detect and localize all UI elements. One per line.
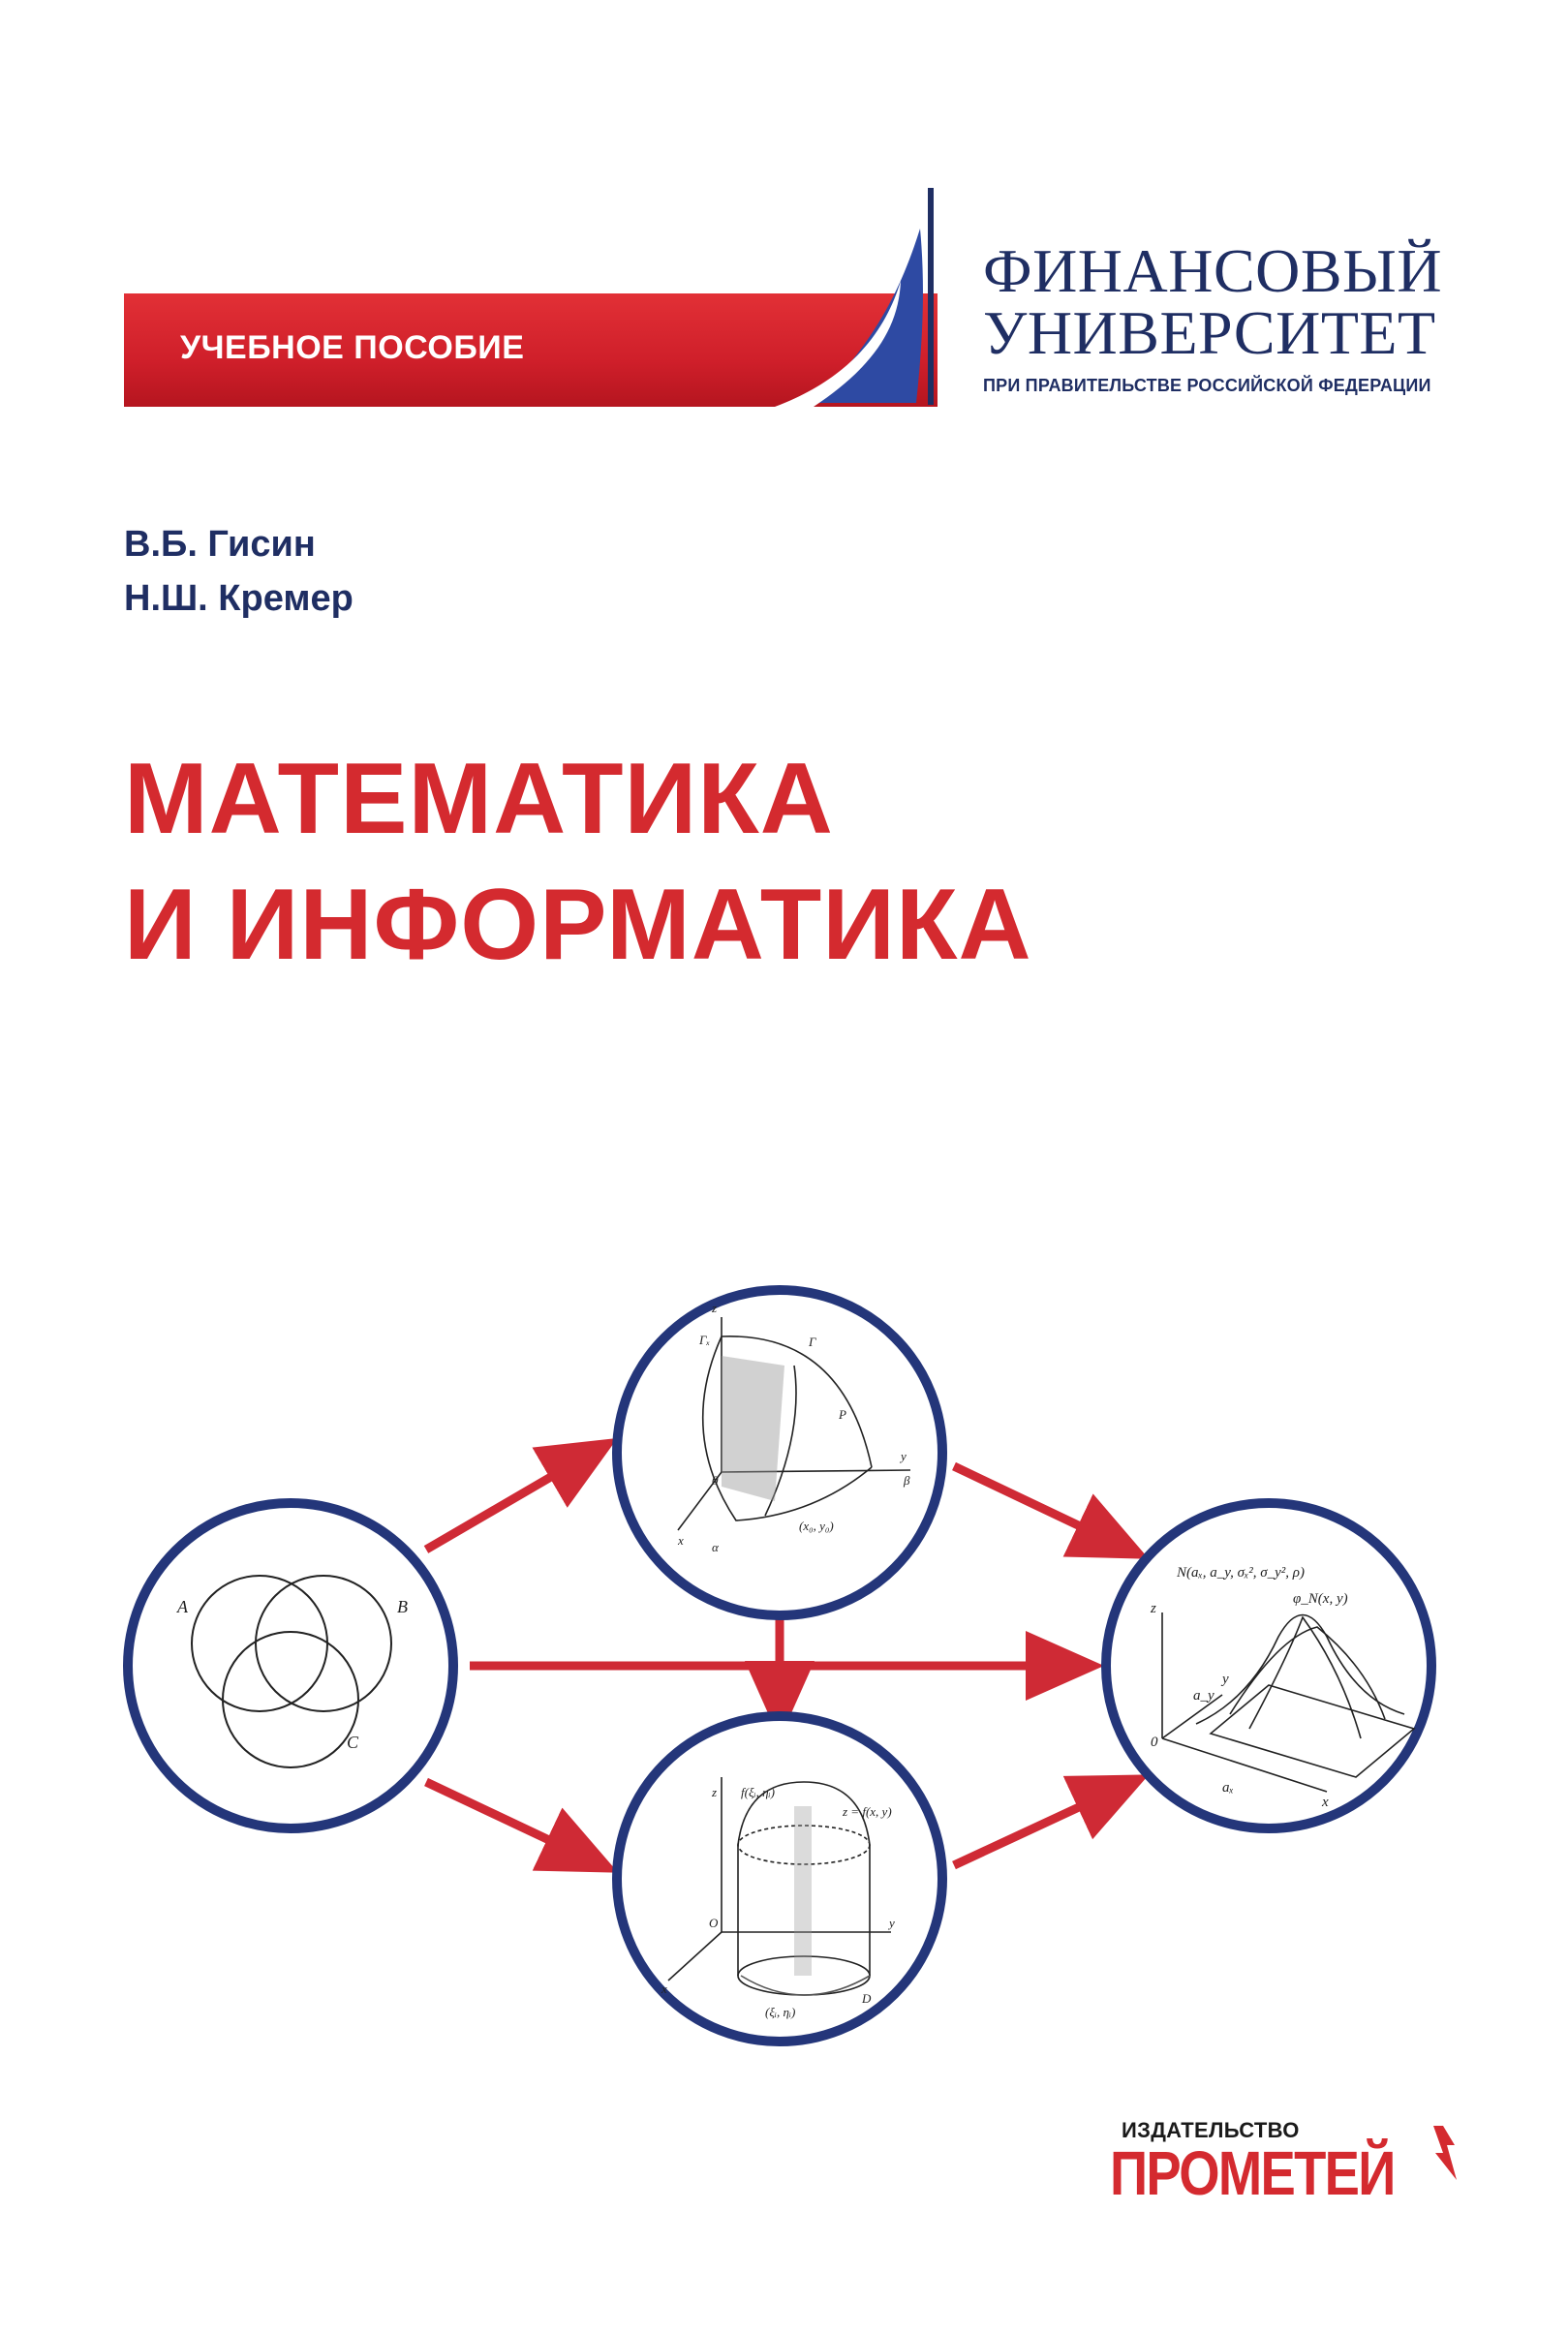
label-z: z	[1151, 1601, 1156, 1616]
author-name: В.Б. Гисин	[124, 524, 316, 565]
label-ax: aₓ	[1222, 1780, 1234, 1796]
integral-column	[794, 1806, 812, 1976]
venn-label-b: B	[397, 1597, 408, 1616]
label-z: z	[712, 1301, 718, 1315]
arrow-top-to-right	[954, 1466, 1133, 1551]
venn-label-a: A	[177, 1597, 188, 1616]
venn-label-c: C	[347, 1733, 359, 1752]
label-sample-point: (ξᵢ, ηᵢ)	[765, 2005, 796, 2019]
arrow-left-to-top	[426, 1447, 602, 1550]
publisher-small-label: ИЗДАТЕЛЬСТВО	[1122, 2118, 1300, 2142]
circle-3d-region	[617, 1290, 942, 1615]
flame-icon	[1424, 2124, 1462, 2182]
label-f-point: f(ξᵢ, ηᵢ)	[741, 1785, 775, 1799]
label-gamma-x: Γₓ	[699, 1333, 711, 1347]
label-alpha: α	[712, 1540, 719, 1554]
label-y: y	[901, 1449, 907, 1463]
label-surface: z = f(x, y)	[843, 1804, 892, 1819]
university-flag-logo	[755, 184, 968, 416]
book-title-line2: И ИНФОРМАТИКА	[124, 869, 1032, 981]
publisher-name: ПРОМЕТЕЙ	[1110, 2138, 1395, 2208]
circle-double-integral	[617, 1716, 942, 2042]
label-origin: 0	[1151, 1735, 1158, 1750]
label-x: x	[1322, 1795, 1329, 1810]
label-y: y	[889, 1916, 895, 1930]
label-y: y	[1222, 1672, 1229, 1687]
label-gamma: Γ	[809, 1335, 816, 1349]
university-name	[983, 236, 1443, 396]
arrow-left-to-bottom	[426, 1782, 602, 1865]
book-title-line1: МАТЕМАТИКА	[124, 743, 834, 855]
authors-block	[124, 517, 354, 626]
flag-blue-stripe	[812, 229, 923, 403]
label-domain: D	[862, 1991, 872, 2006]
label-z: z	[712, 1785, 718, 1799]
university-name-line2: УНИВЕРСИТЕТ	[983, 298, 1436, 367]
book-title	[124, 736, 1032, 988]
label-x: x	[678, 1533, 684, 1548]
label-x: x	[661, 1981, 667, 1996]
circle-venn	[128, 1503, 453, 1828]
concept-diagram	[0, 1211, 1568, 2082]
label-origin: O	[709, 1916, 719, 1930]
author-name: Н.Ш. Кремер	[124, 578, 354, 619]
label-density: φ_N(x, y)	[1293, 1591, 1348, 1607]
right-frame-circle	[1106, 1503, 1431, 1828]
arrow-bottom-to-right	[954, 1782, 1133, 1865]
series-label: УЧЕБНОЕ ПОСОБИЕ	[180, 329, 525, 366]
label-origin: 0	[712, 1473, 719, 1488]
label-p: P	[839, 1407, 846, 1422]
university-subtitle: ПРИ ПРАВИТЕЛЬСТВЕ РОССИЙСКОЙ ФЕДЕРАЦИИ	[983, 376, 1431, 395]
venn-frame-circle	[128, 1503, 453, 1828]
publisher-logo	[1094, 2116, 1462, 2213]
flag-pole	[928, 188, 934, 405]
top-frame-circle	[617, 1290, 942, 1615]
label-point: (x₀, y₀)	[799, 1519, 834, 1533]
university-name-line1: ФИНАНСОВЫЙ	[983, 236, 1443, 305]
label-ay: a_y	[1193, 1688, 1214, 1704]
shaded-region	[722, 1356, 784, 1501]
label-normal-dist: N(aₓ, a_y, σₓ², σ_y², ρ)	[1177, 1565, 1305, 1581]
circle-normal-surface	[1106, 1503, 1431, 1828]
label-beta: β	[904, 1473, 910, 1488]
